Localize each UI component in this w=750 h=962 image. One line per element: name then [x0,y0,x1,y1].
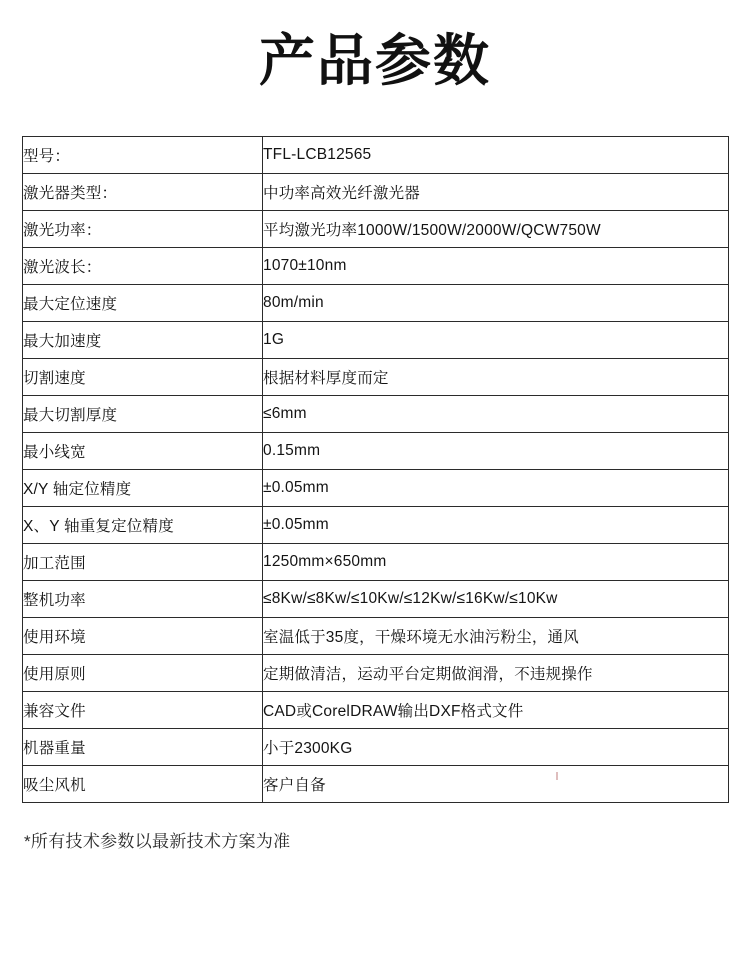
spec-label: 最大切割厚度 [23,396,263,433]
table-row [23,211,729,248]
table-row [23,507,729,544]
spec-value: ±0.05mm [263,470,729,507]
spec-value: CAD或CorelDRAW输出DXF格式文件 [263,692,729,729]
spec-label: 型号： [23,137,263,174]
table-row [23,470,729,507]
spec-label: 使用原则 [23,655,263,692]
table-row [23,729,729,766]
table-row [23,248,729,285]
spec-value: ≤6mm [263,396,729,433]
spec-label: X/Y 轴定位精度 [23,470,263,507]
spec-table-body [23,137,729,803]
spec-label: X、Y 轴重复定位精度 [23,507,263,544]
table-row [23,174,729,211]
spec-label: 切割速度 [23,359,263,396]
table-row [23,285,729,322]
spec-value: 小于2300KG [263,729,729,766]
spec-label: 激光功率： [23,211,263,248]
spec-label: 最大加速度 [23,322,263,359]
spec-value: TFL-LCB12565 [263,137,729,174]
table-row [23,581,729,618]
spec-label: 激光器类型： [23,174,263,211]
spec-table [22,136,729,803]
table-row [23,137,729,174]
table-row [23,692,729,729]
spec-label: 吸尘风机 [23,766,263,803]
spec-value: 客户自备 [263,766,729,803]
spec-value: 0.15mm [263,433,729,470]
spec-label: 使用环境 [23,618,263,655]
table-row [23,766,729,803]
spec-label: 整机功率 [23,581,263,618]
table-row [23,433,729,470]
spec-label: 机器重量 [23,729,263,766]
table-row [23,322,729,359]
spec-value: 室温低于35度，干燥环境无水油污粉尘，通风 [263,618,729,655]
spec-label: 最小线宽 [23,433,263,470]
spec-label: 最大定位速度 [23,285,263,322]
footnote-text: *所有技术参数以最新技术方案为准 [24,832,291,852]
spec-value: ≤8Kw/≤8Kw/≤10Kw/≤12Kw/≤16Kw/≤10Kw [263,581,729,618]
spec-label: 加工范围 [23,544,263,581]
table-row [23,618,729,655]
spec-label: 兼容文件 [23,692,263,729]
table-row [23,396,729,433]
table-row [23,655,729,692]
spec-value: 根据材料厚度而定 [263,359,729,396]
spec-value: 1070±10nm [263,248,729,285]
text-cursor-artifact [556,772,558,780]
spec-value: 平均激光功率1000W/1500W/2000W/QCW750W [263,211,729,248]
spec-value: 中功率高效光纤激光器 [263,174,729,211]
spec-value: 80m/min [263,285,729,322]
spec-value: ±0.05mm [263,507,729,544]
spec-label: 激光波长： [23,248,263,285]
spec-value: 1250mm×650mm [263,544,729,581]
page-title: 产品参数 [259,29,491,94]
table-row [23,359,729,396]
spec-value: 定期做清洁，运动平台定期做润滑，不违规操作 [263,655,729,692]
spec-table-container [22,136,728,803]
spec-value: 1G [263,322,729,359]
table-row [23,544,729,581]
